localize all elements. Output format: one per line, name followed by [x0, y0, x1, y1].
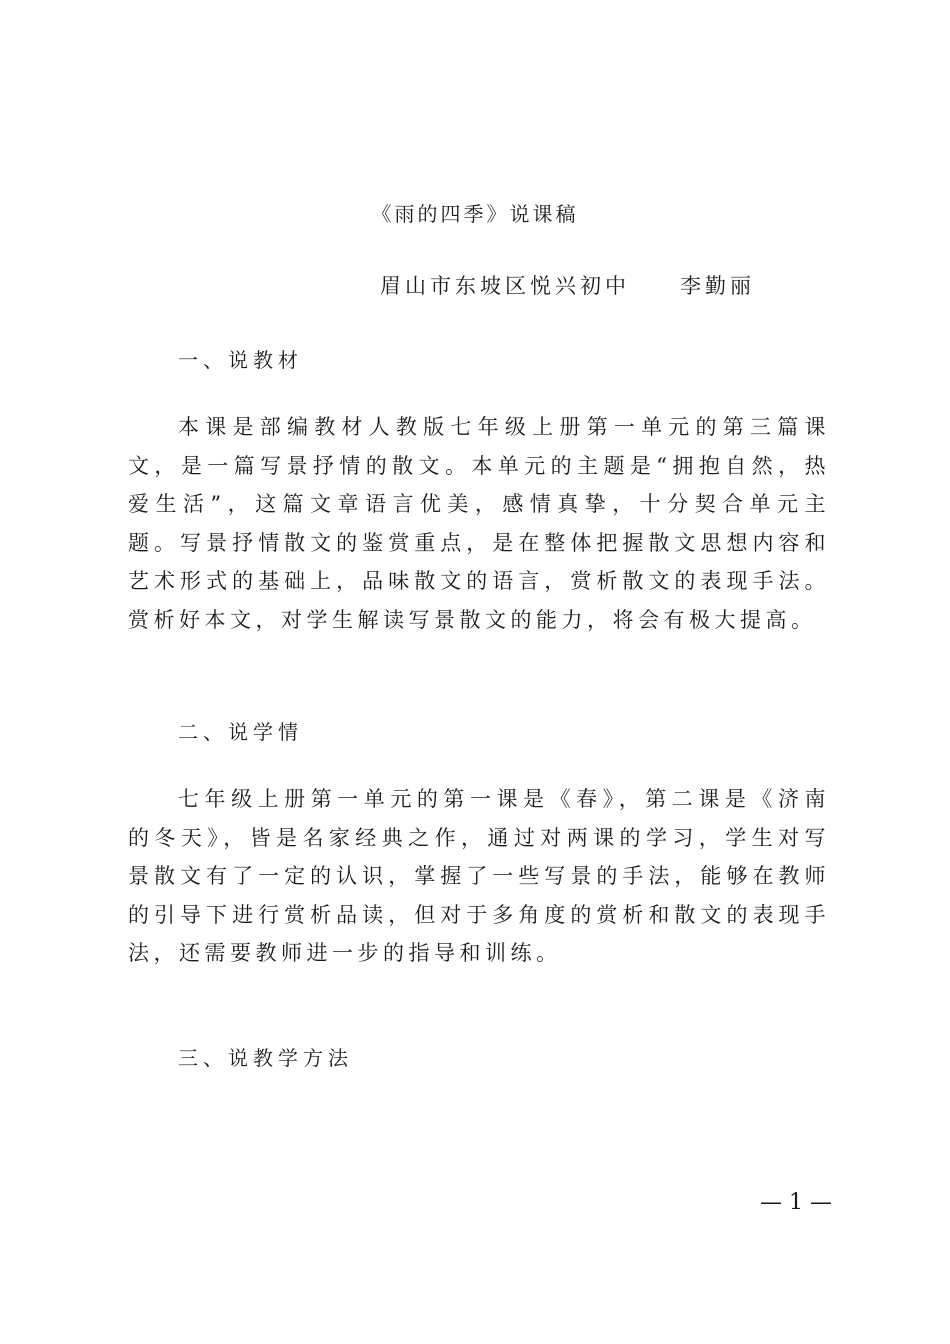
page-number: — 1 — [760, 1190, 832, 1215]
document-title: 《雨的四季》说课稿 [371, 202, 579, 226]
section-heading-teaching-material: 一、说教材 [178, 348, 303, 372]
section-heading-teaching-method: 三、说教学方法 [178, 1046, 353, 1070]
section-paragraph-teaching-material: 本课是部编教材人教版七年级上册第一单元的第三篇课文，是一篇写景抒情的散文。本单元的主题是“拥抱自然，热爱生活”，这篇文章语言优美，感情真挚，十分契合单元主题。写景抒情散文的鉴赏重点，是在整体把握散文思想内容和艺术形式的基础上，品味散文的语言，赏析散文的表现手法。赏析好本文，对学生解读写景散文的能力，将会有极大提高。 [128, 415, 830, 632]
author-school: 眉山市东坡区悦兴初中 [380, 274, 630, 298]
section-paragraph-learning-situation: 七年级上册第一单元的第一课是《春》，第二课是《济南的冬天》，皆是名家经典之作，通过对两课的学习，学生对写景散文有了一定的认识，掌握了一些写景的手法，能够在教师的引导下进行赏析品读，但对于多角度的赏析和散文的表现手法，还需要教师进一步的指导和训练。 [128, 787, 830, 965]
author-line [380, 270, 755, 300]
author-name: 李勤丽 [680, 274, 755, 298]
section-heading-learning-situation: 二、说学情 [178, 720, 303, 744]
